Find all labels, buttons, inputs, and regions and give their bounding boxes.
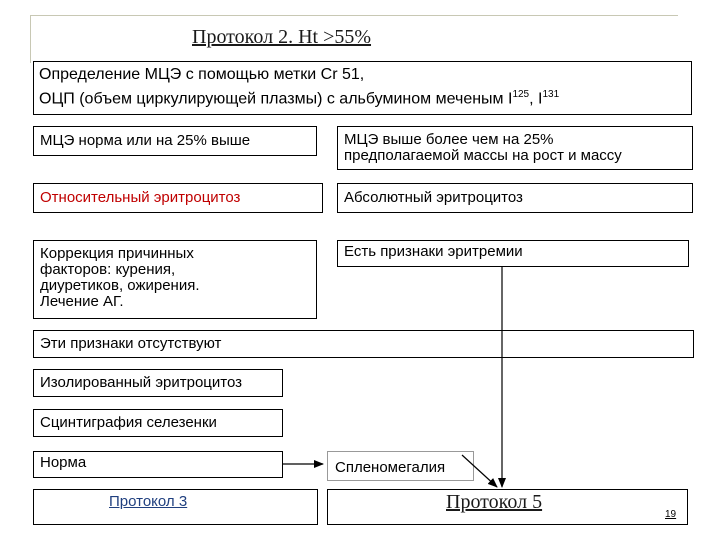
- box-relative-erythrocytosis-text: Относительный эритроцитоз: [40, 189, 241, 206]
- correction-line-2: факторов: курения,: [40, 261, 176, 278]
- box-isolated-erythrocytosis-text: Изолированный эритроцитоз: [40, 374, 243, 391]
- high-mce-line-1: МЦЭ выше более чем на 25%: [344, 131, 554, 148]
- intro-line-1: Определение МЦЭ с помощью метки Cr 51,: [39, 66, 365, 83]
- intro-sup-131: 131: [542, 89, 560, 100]
- correction-line-3: диуретиков, ожирения.: [40, 277, 200, 294]
- arrow-splenomegaly-to-protocol-5: [462, 455, 497, 487]
- box-spleen-scintigraphy-text: Сцинтиграфия селезенки: [40, 414, 217, 431]
- page-number: 19: [665, 509, 677, 520]
- intro-sup-125: 125: [512, 89, 530, 100]
- correction-line-1: Коррекция причинных: [40, 245, 194, 262]
- box-signs-absent-text: Эти признаки отсутствуют: [40, 335, 222, 352]
- box-erythremia-signs-text: Есть признаки эритремии: [344, 243, 523, 260]
- box-absolute-erythrocytosis-text: Абсолютный эритроцитоз: [344, 189, 523, 206]
- correction-line-4: Лечение АГ.: [40, 293, 124, 310]
- page-title: Протокол 2. Ht >55%: [192, 26, 372, 48]
- box-normal-text: Норма: [40, 454, 87, 471]
- box-norm-mce-text: МЦЭ норма или на 25% выше: [40, 132, 251, 149]
- protocol-5-link[interactable]: Протокол 5: [446, 491, 543, 513]
- intro-line-2-text: ОЦП (объем циркулирующей плазмы) с альбумином меченым I: [39, 90, 513, 108]
- box-splenomegaly-text: Спленомегалия: [335, 459, 446, 476]
- intro-separator: , I: [529, 90, 543, 108]
- high-mce-line-2: предполагаемой массы на рост и массу: [344, 147, 622, 164]
- protocol-3-link[interactable]: Протокол 3: [109, 493, 188, 510]
